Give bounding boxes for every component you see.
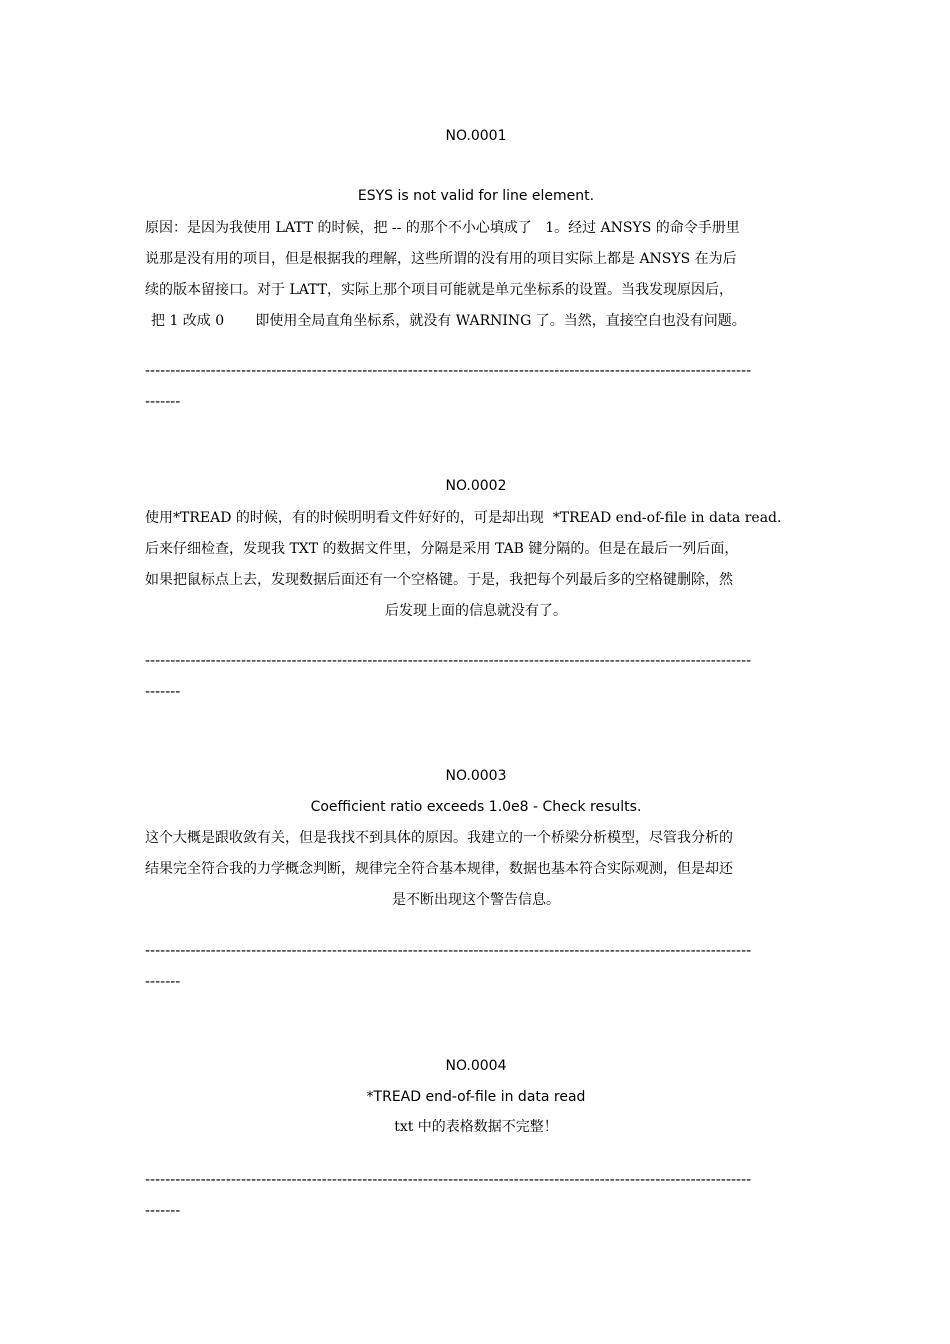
entry-body-line: 使用*TREAD 的时候，有的时候明明看文件好好的，可是却出现 *TREAD end-of-file in data read.	[145, 510, 782, 526]
section-divider-tail: -------	[145, 1203, 181, 1219]
entry-body-line: 结果完全符合我的力学概念判断，规律完全符合基本规律，数据也基本符合实际观测，但是却还	[145, 861, 733, 877]
entry-number-0002: NO.0002	[445, 478, 507, 494]
entry-body-line: 后来仔细检查，发现我 TXT 的数据文件里，分隔是采用 TAB 键分隔的。但是在最后一列后面，	[145, 541, 739, 557]
entry-body-line: 把 1 改成 0 即使用全局直角坐标系，就没有 WARNING 了。当然，直接空白也没有问题。	[151, 313, 746, 329]
entry-title-0001: ESYS is not valid for line element.	[357, 188, 595, 204]
entry-number-0003: NO.0003	[445, 768, 507, 784]
section-divider: ------------------------------------------------------------------------------------------------------------------------	[145, 653, 752, 669]
entry-body-line: 这个大概是跟收敛有关，但是我找不到具体的原因。我建立的一个桥梁分析模型，尽管我分析的	[145, 830, 733, 846]
section-divider-tail: -------	[145, 974, 181, 990]
section-divider: ------------------------------------------------------------------------------------------------------------------------	[145, 1172, 752, 1188]
entry-body-line: 如果把鼠标点上去，发现数据后面还有一个空格键。于是，我把每个列最后多的空格键删除，然	[145, 572, 733, 588]
section-divider-tail: -------	[145, 394, 181, 410]
entry-body-line: 后发现上面的信息就没有了。	[385, 603, 567, 619]
entry-body-line: txt 中的表格数据不完整！	[394, 1119, 558, 1135]
entry-number-0004: NO.0004	[445, 1058, 507, 1074]
entry-body-line: 续的版本留接口。对于 LATT，实际上那个项目可能就是单元坐标系的设置。当我发现原因后，	[145, 282, 734, 298]
entry-number-0001: NO.0001	[445, 128, 507, 144]
section-divider: ------------------------------------------------------------------------------------------------------------------------	[145, 943, 752, 959]
section-divider: ------------------------------------------------------------------------------------------------------------------------	[145, 363, 752, 379]
entry-title-0004: *TREAD end-of-file in data read	[366, 1089, 586, 1105]
section-divider-tail: -------	[145, 684, 181, 700]
entry-body-line: 原因：是因为我使用 LATT 的时候，把 -- 的那个不小心填成了 1。经过 ANSYS 的命令手册里	[145, 220, 740, 236]
entry-body-line: 说那是没有用的项目，但是根据我的理解，这些所谓的没有用的项目实际上都是 ANSYS 在为后	[145, 251, 737, 267]
entry-body-line: 是不断出现这个警告信息。	[392, 892, 560, 908]
entry-title-0003: Coefficient ratio exceeds 1.0e8 - Check results.	[310, 799, 642, 815]
